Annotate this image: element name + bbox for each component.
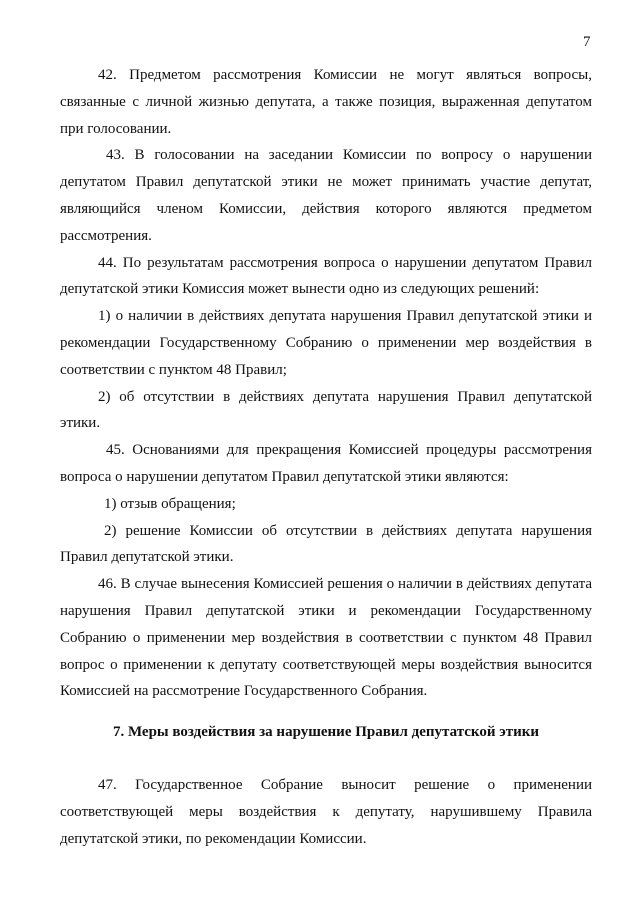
paragraph-44-item-1: 1) о наличии в действиях депутата нарушения Правил депутатской этики и рекомендации Государственному Собранию о применении мер воздействия в соответствии с пунктом 48 Правил;: [60, 308, 592, 378]
paragraph-43: 43. В голосовании на заседании Комиссии по вопросу о нарушении депутатом Правил депутатской этики не может принимать участие депутат, являющийся членом Комиссии, действия которого являются предметом рассмотрения.: [60, 147, 592, 244]
paragraph-45-item-2: 2) решение Комиссии об отсутствии в действиях депутата нарушения Правил депутатской этики.: [60, 522, 592, 566]
paragraph-42: 42. Предметом рассмотрения Комиссии не могут являться вопросы, связанные с личной жизнью депутата, а также позиция, выраженная депутатом при голосовании.: [60, 67, 592, 137]
document-body: [60, 62, 592, 852]
page-number: 7: [583, 34, 591, 50]
section-heading: 7. Меры воздействия за нарушение Правил депутатской этики: [112, 724, 540, 741]
paragraph-46: 46. В случае вынесения Комиссией решения о наличии в действиях депутата нарушения Правил депутатской этики и рекомендации Государственному Собранию о применении мер воздействия в соответствии с пунктом 48 Правил вопрос о применении к депутату соответствующей меры воздействия выносится Комиссией на рассмотрение Государственного Собрания.: [60, 576, 592, 700]
paragraph-45: 45. Основаниями для прекращения Комиссией процедуры рассмотрения вопроса о нарушении депутатом Правил депутатской этики являются:: [60, 442, 592, 485]
paragraph-47: 47. Государственное Собрание выносит решение о применении соответствующей меры воздействия к депутату, нарушившему Правила депутатской этики, по рекомендации Комиссии.: [60, 776, 592, 847]
paragraph-45-item-1: 1) отзыв обращения;: [104, 495, 236, 512]
paragraph-44-item-2: 2) об отсутствии в действиях депутата нарушения Правил депутатской этики.: [60, 388, 592, 432]
paragraph-44: 44. По результатам рассмотрения вопроса о нарушении депутатом Правил депутатской этики Комиссия может вынести одно из следующих решений:: [60, 254, 592, 298]
